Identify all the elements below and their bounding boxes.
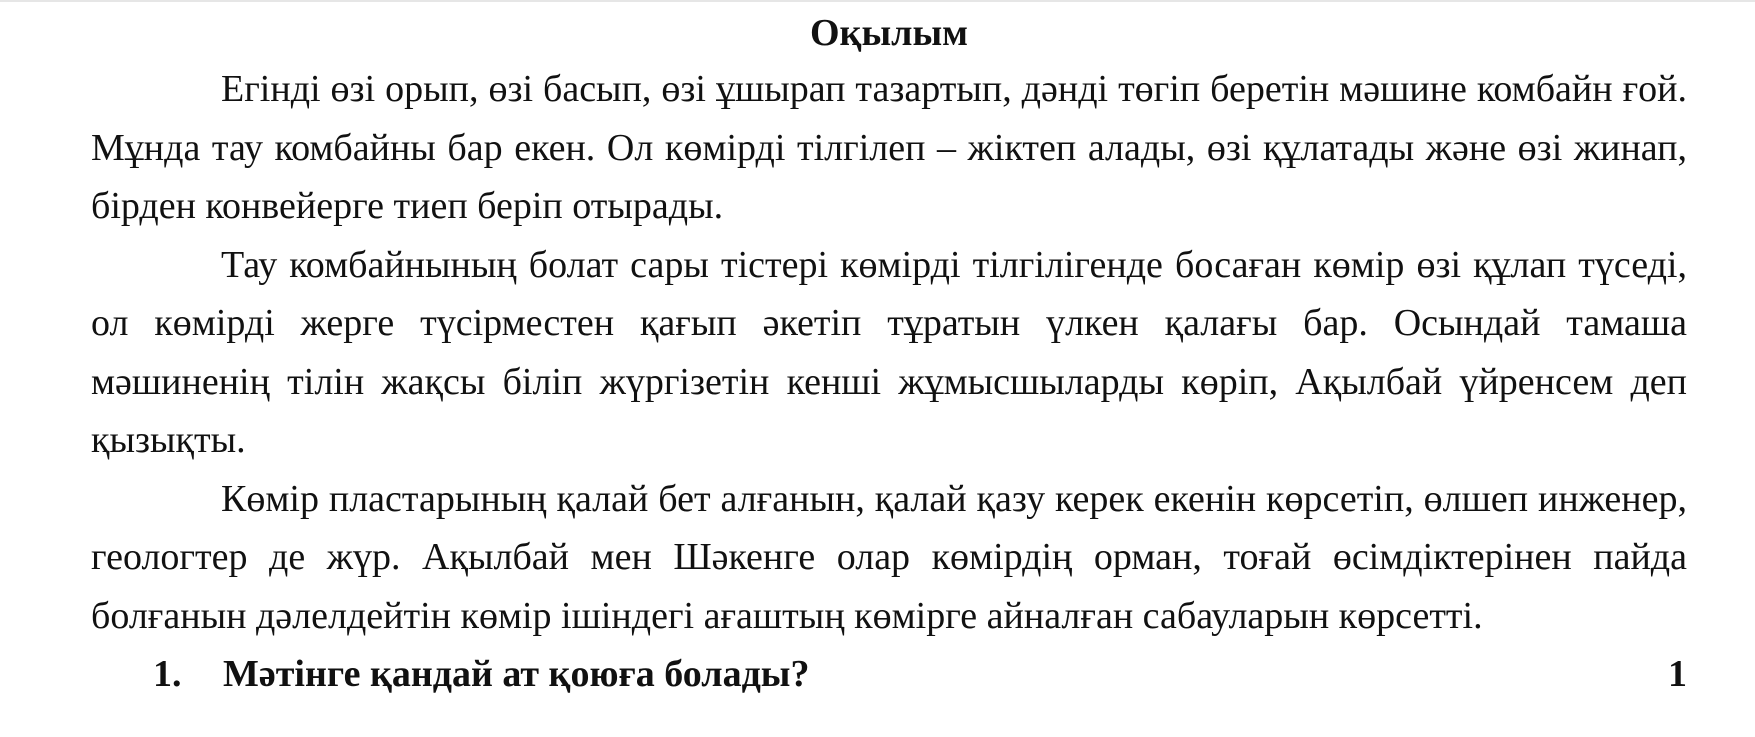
document-title: Оқылым <box>810 12 968 54</box>
paragraph-1: Егінді өзі орып, өзі басып, өзі ұшырап тазартып, дәнді төгіп беретін мәшине комбайн ғой. Мұнда тау комбайны бар екен. Ол көмірді тілгілеп – жіктеп алады, өзі құлатады және өзі жинап, бірден конвейерге тиеп беріп отырады. <box>91 68 1687 227</box>
question-1 <box>91 645 1687 704</box>
document-page <box>91 0 1687 704</box>
question-text: Мәтінге қандай ат қоюға болады? <box>223 653 810 695</box>
paragraph-2: Тау комбайнының болат сары тістері көмірді тілгілігенде босаған көмір өзі құлап түседі, ол көмірді жерге түсірместен қағып әкетіп тұратын үлкен қалағы бар. Осындай тамаша мәшиненің тілін жақсы біліп жүргізетін кенші жұмысшыларды көріп, Ақылбай үйренсем деп қызықты. <box>91 243 1687 461</box>
paragraph-3: Көмір пластарының қалай бет алғанын, қалай қазу керек екенін көрсетіп, өлшеп инженер, геологтер де жүр. Ақылбай мен Шәкенге олар көмірдің орман, тоғай өсімдіктерінен пайда болғанын дәлелдейтін көмір ішіндегі ағаштың көмірге айналған сабауларын көрсетті. <box>91 477 1687 637</box>
question-points: 1 <box>1668 653 1687 695</box>
question-number: 1. <box>153 653 182 695</box>
